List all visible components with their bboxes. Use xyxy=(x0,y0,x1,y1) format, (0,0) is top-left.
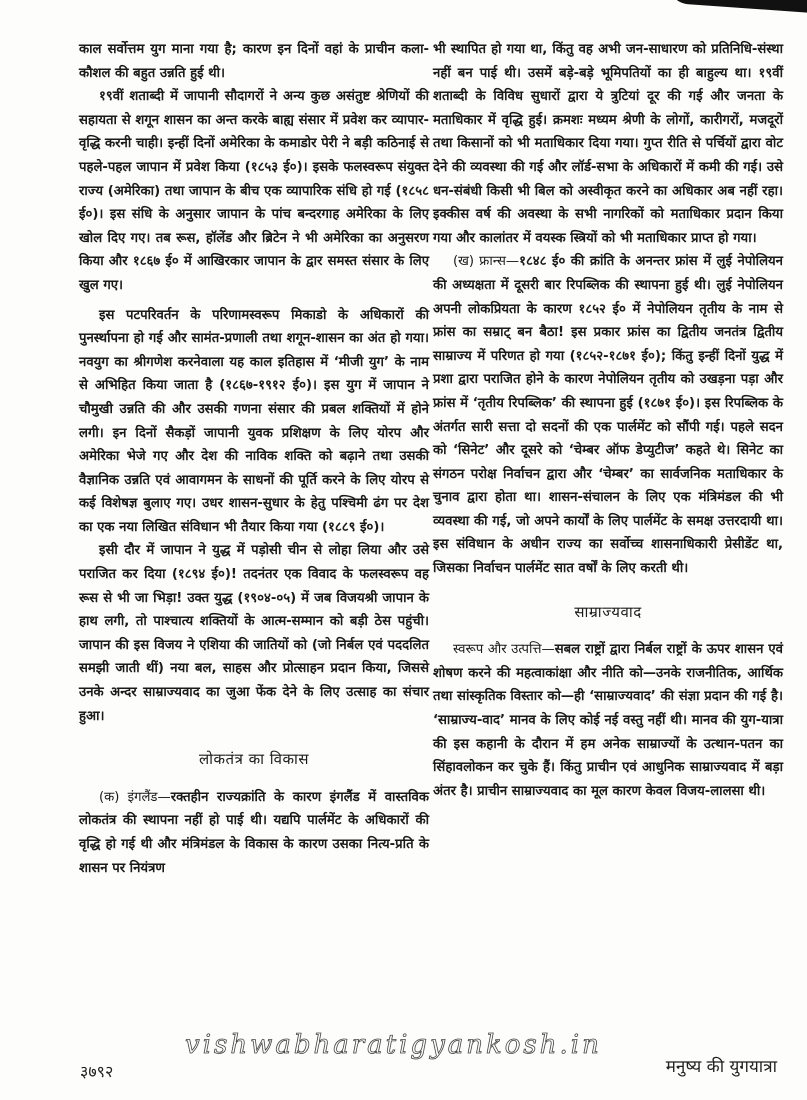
paragraph xyxy=(433,250,783,580)
paragraph-body: रक्तहीन राज्यक्रांति के कारण इंगलैंड में वास्तविक लोकतंत्र की स्थापना नहीं हो पाई थी। यद्यपि पार्लमेंट के अधिकारों की वृद्धि हो गई थी और मंत्रिमंडल के विकास के कारण उसका नित्य-प्रति के शासन पर नियंत्रण xyxy=(79,789,429,876)
paragraph xyxy=(433,638,783,803)
paragraph-lead: (क) इंगलैंड— xyxy=(99,789,171,805)
running-title: मनुष्य की युगयात्रा xyxy=(665,1057,777,1077)
left-column xyxy=(79,38,429,880)
paragraph: इसी दौर में जापान ने युद्ध में पड़ोसी चीन से लोहा लिया और उसे पराजित कर दिया (१८९४ ई०)! तदनंतर एक विवाद के फलस्वरूप वह रूस से भी जा भिड़ा! उक्त युद्ध (१९०४-०५) में जब विजयश्री जापान के हाथ लगी, तो पाश्चात्य शक्तियों के आत्म-सम्मान को बड़ी ठेस पहुंची। जापान की इस विजय ने एशिया की जातियों को (जो निर्बल एवं पददलित समझी जाती थीं) नया बल, साहस और प्रोत्साहन प्रदान किया, जिससे उनके अन्दर साम्राज्यवाद का जुआ फेंक देने के लिए उत्साह का संचार हुआ। xyxy=(79,543,429,724)
paragraph xyxy=(79,786,429,880)
scan-edge-shadow xyxy=(666,0,807,13)
watermark: vishwabharatigyankosh.in xyxy=(185,1030,602,1060)
paragraph: इस पटपरिवर्तन के परिणामस्वरूप मिकाडो के अधिकारों की पुनर्स्थापना हो गई और सामंत-प्रणाली तथा शगून-शासन का अंत हो गया। नवयुग का श्रीगणेश करनेवाला यह काल इतिहास में ‘मीजी युग’ के नाम से अभिहित किया जाता है (१८६७-१९१२ ई०)। इस युग में जापान ने चौमुखी उन्नति की और उसकी गणना संसार की प्रबल शक्तियों में होने लगी। इन दिनों सैकड़ों जापानी युवक प्रशिक्षण के लिए योरप और अमेरिका भेजे गए और देश की नाविक शक्ति को बढ़ाने तथा उसकी वैज्ञानिक उन्नति एवं आवागमन के साधनों की पूर्ति करने के लिए योरप से कई विशेषज्ञ बुलाए गए। उधर शासन-सुधार के हेतु पश्चिमी ढंग पर देश का एक नया लिखित संविधान भी तैयार किया गया (१८८९ ई०)। xyxy=(79,307,429,535)
paragraph-lead: स्वरूप और उत्पत्ति— xyxy=(453,642,555,658)
paragraph: १९वीं शताब्दी में जापानी सौदागरों ने अन्य कुछ असंतुष्ट श्रेणियों की सहायता से शगून शासन का अन्त करके बाह्य संसार में प्रवेश कर व्यापार-वृद्धि करनी चाही। इन्हीं दिनों अमेरिका के कमाडोर पेरी ने बड़ी कठिनाई से पहले-पहल जापान में प्रवेश किया (१८५३ ई०)। इसके फलस्वरूप संयुक्त राज्य (अमेरिका) तथा जापान के बीच एक व्यापारिक संधि हो गई (१८५८ ई०)। इस संधि के अनुसार जापान के पांच बन्दरगाह अमेरिका के लिए खोल दिए गए। तब रूस, हॉलेंड और ब्रिटेन ने भी अमेरिका का अनुसरण किया और १८६७ ई० में आखिरकार जापान के द्वार समस्त संसार के लिए खुल गए। xyxy=(79,89,429,293)
paragraph: काल सर्वोत्तम युग माना गया है; कारण इन दिनों वहां के प्राचीन कला-कौशल की बहुत उन्नति हुई थी। xyxy=(79,42,429,81)
paragraph-body: १८४८ ई० की क्रांति के अनन्तर फ्रांस में लुई नेपोलियन की अध्यक्षता में दूसरी बार रिपब्लिक की स्थापना हुई थी। लुई नेपोलियन अपनी लोकप्रियता के कारण १८५२ ई० में नेपोलियन तृतीय के नाम से फ्रांस का सम्राट् बन बैठा! इस प्रकार फ्रांस का द्वितीय जनतंत्र द्वितीय साम्राज्य में परिणत हो गया (१८५२-१८७१ ई०); किंतु इन्हीं दिनों युद्ध में प्रशा द्वारा पराजित होने के कारण नेपोलियन तृतीय को उखड़ना पड़ा और फ्रांस में ‘तृतीय रिपब्लिक’ की स्थापना हुई (१८७१ ई०)। इस रिपब्लिक के अंतर्गत सारी सत्ता दो सदनों की एक पार्लमेंट को सौंपी गई। पहले सदन को ‘सिनेट’ और दूसरे को ‘चेम्बर ऑफ डेप्युटीज’ कहते थे। सिनेट का संगठन परोक्ष निर्वाचन द्वारा और ‘चेम्बर’ का सार्वजनिक मताधिकार के चुनाव द्वारा होता था। शासन-संचालन के लिए एक मंत्रिमंडल की भी व्यवस्था की गई, जो अपने कार्यों के लिए पार्लमेंट के समक्ष उत्तरदायी था। इस संविधान के अधीन राज्य का सर्वोच्च शासनाधिकारी प्रेसीडेंट था, जिसका निर्वाचन पार्लमेंट सात वर्षों के लिए करती थी। xyxy=(433,254,783,577)
paragraph: भी स्थापित हो गया था, किंतु वह अभी जन-साधारण को प्रतिनिधि-संस्था नहीं बन पाई थी। उसमें बड़े-बड़े भूमिपतियों का ही बाहुल्य था। १९वीं शताब्दी के विविध सुधारों द्वारा ये त्रुटियां दूर की गई और जनता के मताधिकार में वृद्धि हुई। क्रमशः मध्यम श्रेणी के लोगों, कारीगरों, मजदूरों तथा किसानों को भी मताधिकार दिया गया। गुप्त रीति से पर्चियों द्वारा वोट देने की व्यवस्था की गई और लॉर्ड-सभा के अधिकारों में कमी की गई। उसे धन-संबंधी किसी भी बिल को अस्वीकृत करने का अधिकार अब नहीं रहा। इक्कीस वर्ष की अवस्था के सभी नागरिकों को मताधिकार प्रदान किया गया और कालांतर में वयस्क स्त्रियों को भी मताधिकार प्राप्त हो गया। xyxy=(433,42,783,246)
paragraph-body: सबल राष्ट्रों द्वारा निर्बल राष्ट्रों के ऊपर शासन एवं शोषण करने की महत्वाकांक्षा और नीति को—उनके राजनीतिक, आर्थिक तथा सांस्कृतिक विस्तार को—ही ‘साम्राज्यवाद’ की संज्ञा प्रदान की गई है। ‘साम्राज्य-वाद’ मानव के लिए कोई नई वस्तु नहीं थी। मानव की युग-यात्रा की इस कहानी के दौरान में हम अनेक साम्राज्यों के उत्थान-पतन का सिंहावलोकन कर चुके हैं। किंतु प्राचीन एवं आधुनिक साम्राज्यवाद में बड़ा अंतर है। प्राचीन साम्राज्यवाद का मूल कारण केवल विजय-लालसा थी। xyxy=(433,642,783,799)
section-heading: लोकतंत्र का विकास xyxy=(198,750,310,769)
section-heading: साम्राज्यवाद xyxy=(574,602,642,621)
paragraph-lead: (ख) फ्रान्स— xyxy=(453,254,520,270)
right-column xyxy=(433,38,783,803)
page-number: ३७९२ xyxy=(80,1062,114,1081)
